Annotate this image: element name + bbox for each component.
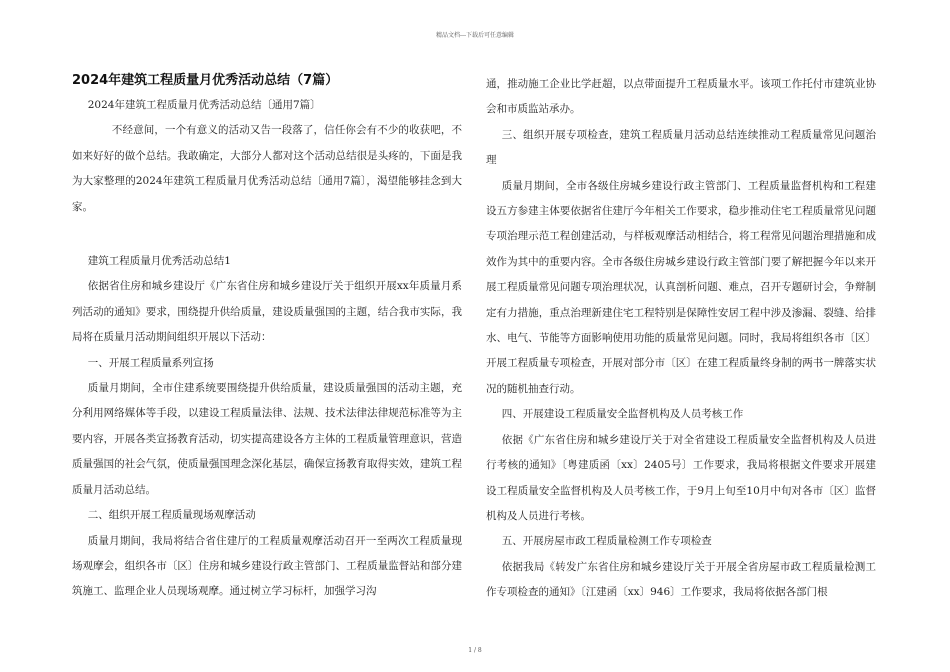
body-paragraph: 质量月期间，我局将结合省住建厅的工程质量观摩活动召开一至两次工程质量现场观摩会，组织各市〔区〕住房和城乡建设行政主管部门、工程质量监督站和部分建筑施工、监理企业人员现场观摩。通过树立学习标杆，加强学习沟 (72, 534, 462, 598)
body-paragraph: 依据省住房和城乡建设厅《广东省住房和城乡建设厅关于组织开展xx年质量月系列活动的通知》要求，围绕提升供给质量，建设质量强国的主题，结合我市实际，我局将在质量月活动期间组织开展以下活动： (72, 280, 462, 344)
body-paragraph: 依据我局《转发广东省住房和城乡建设厅关于开展全省房屋市政工程质量检测工作专项检查的通知》〔江建函〔xx〕946〕工作要求，我局将依据各部门根 (486, 560, 876, 599)
right-column (486, 72, 876, 606)
body-paragraph: 依据《广东省住房和城乡建设厅关于对全省建设工程质量安全监督机构及人员进行考核的通知》〔粤建质函〔xx〕2405号〕工作要求，我局将根据文件要求开展建设工程质量安全监督机构及人员考核工作，于9月上旬至10月中旬对各市〔区〕监督机构及人员进行考核。 (486, 433, 876, 522)
body-paragraph-continued: 通，推动施工企业比学赶超，以点带面提升工程质量水平。该项工作托付市建筑业协会和市质监站承办。 (486, 78, 876, 116)
heading-3: 三、组织开展专项检查，建筑工程质量月活动总结连续推动工程质量常见问题治理 (486, 128, 876, 167)
paragraph-spacer (72, 220, 462, 249)
heading-5: 五、开展房屋市政工程质量检测工作专项检查 (501, 535, 712, 548)
heading-2: 二、组织开展工程质量现场观摩活动 (87, 509, 256, 522)
body-paragraph: 质量月期间，全市住建系统要围绕提升供给质量，建设质量强国的活动主题，充分利用网络媒体等手段，以建设工程质量法律、法规、技术法律法律规范标准等为主要内容，开展各类宣扬教育活动，切实提高建设各方主体的工程质量管理意识，营造质量强国的社会气氛，使质量强国理念深化基层，确保宣扬教育取得实效，建筑工程质量月活动总结。 (72, 382, 462, 496)
document-title: 2024年建筑工程质量月优秀活动总结（7篇） (72, 73, 339, 88)
heading-4: 四、开展建设工程质量安全监督机构及人员考核工作 (501, 408, 744, 421)
document-subtitle: 2024年建筑工程质量月优秀活动总结〔通用7篇〕 (87, 99, 321, 111)
intro-paragraph: 不经意间，一个有意义的活动又告一段落了，信任你会有不少的收获吧，不如来好好的做个总结。我敢确定，大部分人都对这个活动总结很是头疼的，下面是我为大家整理的2024年建筑工程质量月优秀活动总结〔通用7篇〕，渴望能够挂念到大家。 (72, 124, 462, 213)
section-title: 建筑工程质量月优秀活动总结1 (87, 255, 231, 268)
heading-1: 一、开展工程质量系列宣扬 (87, 356, 214, 369)
page-number: 1 / 8 (468, 647, 482, 654)
left-column (72, 69, 462, 605)
body-paragraph: 质量月期间，全市各级住房城乡建设行政主管部门、工程质量监督机构和工程建设五方参建主体要依据省住建厅今年相关工作要求，稳步推动住宅工程质量常见问题专项治理示范工程创建活动，与样板观摩活动相结合，将工程常见问题治理措施和成效作为其中的重要内容。全市各级住房城乡建设行政主管部门要了解把握今年以来开展工程质量常见问题专项治理状况，认真剖析问题、难点，召开专题研讨会，争辩制定有力措施，重点治理新建住宅工程特别是保障性安居工程中涉及渗漏、裂缝、给排水、电气、节能等方面影响使用功能的质量常见问题。同时，我局将组织各市〔区〕开展工程质量专项检查，开展对部分市〔区〕在建工程质量终身制的两书一牌落实状况的随机抽查行动。 (486, 179, 876, 395)
page-header: 精品文档---下载后可任意编辑 (435, 32, 515, 39)
